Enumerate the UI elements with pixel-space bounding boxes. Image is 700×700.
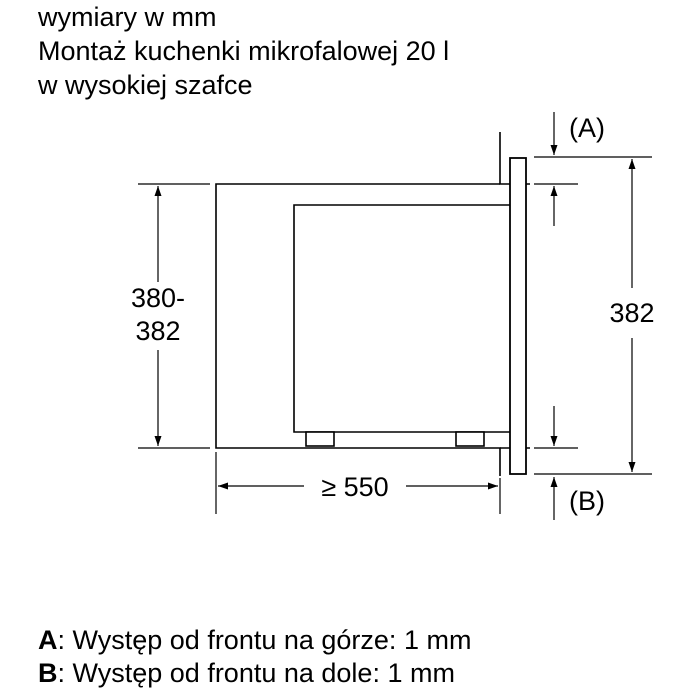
- niche-height-label-line2: 382: [135, 316, 181, 346]
- diagram-title: Montaż kuchenki mikrofalowej 20 l: [38, 36, 450, 66]
- microwave-body: [294, 205, 510, 446]
- overhang-b-label: (B): [569, 486, 605, 516]
- units-note: wymiary w mm: [38, 2, 217, 32]
- cabinet-niche: [216, 132, 530, 476]
- legend-text-a: : Występ od frontu na górze: 1 mm: [57, 625, 472, 655]
- overhang-a-label: (A): [569, 113, 605, 143]
- microwave-housing: [294, 205, 510, 432]
- legend-item-b: [38, 657, 471, 690]
- legend-item-a: [38, 624, 471, 657]
- front-height-label: 382: [609, 298, 655, 328]
- front-frame: [510, 158, 526, 474]
- depth-label: ≥ 550: [321, 472, 389, 502]
- legend-text-b: : Występ od frontu na dole: 1 mm: [57, 658, 455, 688]
- microwave-foot-right: [456, 432, 484, 446]
- legend-key-b: B: [38, 658, 58, 688]
- microwave-foot-left: [306, 432, 334, 446]
- niche-height-label-line1: 380-: [130, 283, 186, 313]
- opening-markers: [534, 184, 578, 448]
- legend: [38, 624, 471, 690]
- legend-key-a: A: [38, 625, 58, 655]
- diagram-subtitle: w wysokiej szafce: [38, 70, 253, 100]
